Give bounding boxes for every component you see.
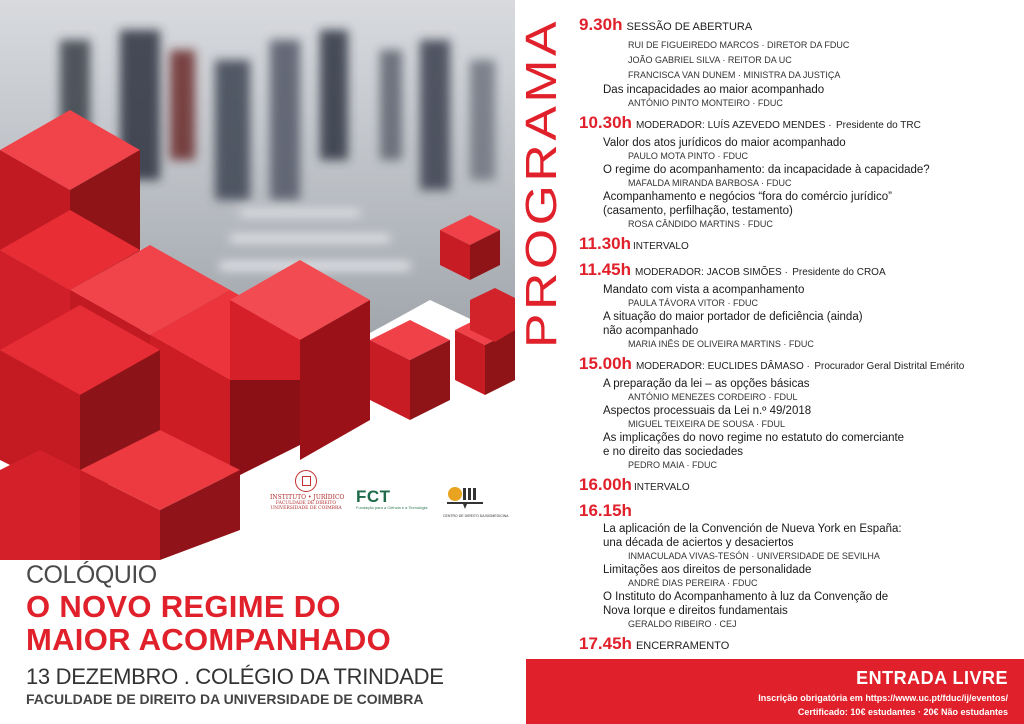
talk-speaker: MAFALDA MIRANDA BARBOSA · FDUC [628,178,792,188]
admission-headline: ENTRADA LIVRE [856,668,1008,688]
talk-speaker: PAULO MOTA PINTO · FDUC [628,151,749,161]
session-1615 [579,500,1019,631]
logo-ij-name: INSTITUTO • JURÍDICO [270,494,345,501]
talk-title: Valor dos atos jurídicos do maior acompanhado [603,137,846,149]
session-label: INTERVALO [633,241,689,252]
session-time: 9.30h [579,15,623,34]
talk-title: O Instituto do Acompanhamento à luz da Convenção de [603,591,889,603]
fct-logo-text: FCT [356,487,391,506]
talk-title: A situação do maior portador de deficiência (ainda) [603,311,863,323]
event-kind: COLÓQUIO [26,561,157,589]
fct-logo-sub: Fundação para a Ciência e a Tecnologia [356,505,428,510]
talk-title: O regime do acompanhamento: da incapacidade à capacidade? [603,164,930,176]
talk-speaker: ANDRÉ DIAS PEREIRA · FDUC [628,578,758,588]
event-title-block [26,560,516,708]
cover-artwork [0,0,515,560]
session-time: 15.00h [579,354,632,373]
talk-title: Das incapacidades ao maior acompanhado [603,84,825,96]
session-break-1600 [579,474,1019,498]
certificate-info: Certificado: 10€ estudantes · 20€ Não estudantes [797,707,1008,717]
talk-title-cont: una década de aciertos y desaciertos [603,537,794,549]
talk-speaker: PEDRO MAIA · FDUC [628,460,718,470]
talk-title: Aspectos processuais da Lei n.º 49/2018 [603,405,812,417]
session-label: ENCERRAMENTO [635,640,730,652]
talk-title: A preparação da lei – as opções básicas [603,378,810,390]
talk-title: Limitações aos direitos de personalidade [603,564,812,576]
opening-speaker: FRANCISCA VAN DUNEM · MINISTRA DA JUSTIÇA [628,70,841,80]
instituto-juridico-logo [270,470,345,520]
session-time: 11.45h [579,260,631,279]
event-title-line1: O NOVO REGIME DO [26,589,341,624]
university-seal-icon [295,470,317,492]
admission-banner [526,659,1024,724]
session-moderator: MODERADOR: EUCLIDES DÂMASO · [635,361,810,372]
talk-title: La aplicación de la Convención de Nueva York en España: [603,523,902,535]
talk-title: Mandato com vista a acompanhamento [603,284,805,296]
programa-heading-text: PROGRAMA [517,67,566,348]
talk-speaker: ANTÓNIO MENEZES CORDEIRO · FDUL [628,392,798,402]
event-date-venue: 13 DEZEMBRO . COLÉGIO DA TRINDADE [26,664,444,689]
session-1030 [579,112,1019,231]
programa-heading [512,14,572,348]
session-label: SESSÃO DE ABERTURA [626,21,753,33]
session-time: 16.00h [579,475,632,494]
session-1145 [579,259,1019,351]
talk-speaker: INMACULADA VIVAS-TESÓN · UNIVERSIDADE DE SEVILHA [628,551,880,561]
moderator-role: Presidente do TRC [835,120,921,131]
talk-speaker: GERALDO RIBEIRO · CEJ [628,619,737,629]
session-label: INTERVALO [633,482,690,493]
program-schedule [579,14,1019,659]
talk-title-cont: Nova Iorque e direitos fundamentais [603,605,788,617]
logo-ij-sub1: FACULDADE DE DIREITO [275,501,337,506]
session-break-1130 [579,233,1019,257]
session-1500 [579,353,1019,472]
talk-speaker: MIGUEL TEIXEIRA DE SOUSA · FDUL [628,419,786,429]
talk-title-cont: não acompanhado [603,325,699,337]
cdb-caption: CENTRO DE DIREITO DA BIOMEDICINA [443,514,509,518]
session-moderator: MODERADOR: JACOB SIMÕES · [635,267,788,278]
session-opening [579,14,1019,110]
talk-title: As implicações do novo regime no estatuto do comerciante [603,432,905,444]
talk-speaker: ANTÓNIO PINTO MONTEIRO · FDUC [628,98,783,108]
scales-icon [443,484,489,510]
fct-logo [356,488,432,518]
talk-title-cont: (casamento, perfilhação, testamento) [603,205,793,217]
talk-title-cont: e no direito das sociedades [603,446,744,458]
moderator-role: Presidente do CROA [792,267,886,278]
session-time: 11.30h [579,234,631,253]
talk-speaker: PAULA TÁVORA VITOR · FDUC [628,298,759,308]
moderator-role: Procurador Geral Distrital Emérito [814,361,965,372]
session-time: 16.15h [579,501,632,520]
talk-title: Acompanhamento e negócios “fora do comércio jurídico” [603,191,892,203]
session-time: 10.30h [579,113,632,132]
logo-ij-sub2: UNIVERSIDADE DE COIMBRA [270,506,342,511]
opening-speaker: RUI DE FIGUEIREDO MARCOS · DIRETOR DA FDUC [628,40,850,50]
session-time: 17.45h [579,634,632,653]
event-title-line2: MAIOR ACOMPANHADO [26,622,392,657]
centro-direito-biomedicina-logo [443,484,509,518]
session-moderator: MODERADOR: LUÍS AZEVEDO MENDES · [635,120,832,131]
talk-speaker: MARIA INÊS DE OLIVEIRA MARTINS · FDUC [628,339,814,349]
event-faculty: FACULDADE DE DIREITO DA UNIVERSIDADE DE COIMBRA [26,691,424,707]
opening-speaker: JOÃO GABRIEL SILVA · REITOR DA UC [628,55,792,65]
session-closing [579,633,1019,657]
talk-speaker: ROSA CÂNDIDO MARTINS · FDUC [628,219,773,229]
registration-info: Inscrição obrigatória em https://www.uc.pt/fduc/ij/eventos/ [758,693,1008,703]
